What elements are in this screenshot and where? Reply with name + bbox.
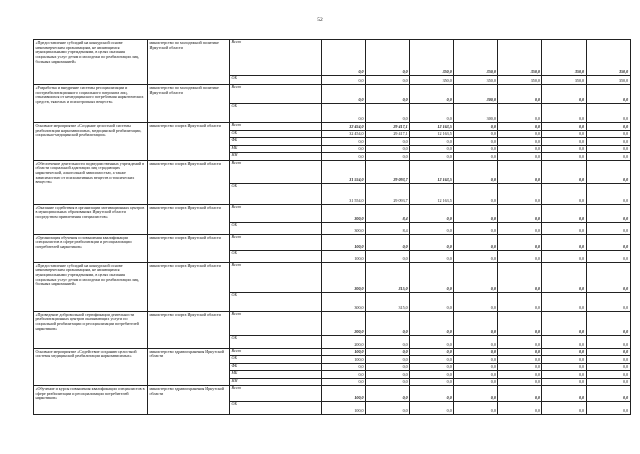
amount-cell: 0,0 — [322, 138, 366, 146]
amount-cell: 0,0 — [454, 356, 498, 364]
amount-cell: 0,0 — [366, 335, 410, 348]
funding-source: Всего — [230, 160, 322, 183]
executor: министерство спорта Иркутской области — [148, 160, 230, 204]
amount-cell: 0,0 — [366, 386, 410, 402]
amount-cell: 0,0 — [454, 145, 498, 153]
amount-cell: 0,0 — [542, 104, 586, 123]
amount-cell: 29 093,7 — [366, 183, 410, 204]
amount-cell: 100,0 — [322, 402, 366, 415]
amount-cell: 100,0 — [322, 234, 366, 250]
amount-cell: 0,0 — [498, 234, 542, 250]
amount-cell: 100,0 — [322, 356, 366, 364]
executor: министерство здравоохранения Иркутской области — [148, 386, 230, 415]
amount-cell: 0,0 — [542, 363, 586, 371]
amount-cell: 0,0 — [586, 335, 630, 348]
amount-cell: 0,0 — [542, 335, 586, 348]
activity-name: «Предоставление субсидий на конкурсной основе некоммерческим организациям, не являющимся муниципальными учреждениями, в целях оказания социальных услуг детям и молодежи по реабилитации лиц, больных наркоманией» — [34, 262, 148, 311]
funding-source: ОБ — [230, 402, 322, 415]
amount-cell: 0,0 — [542, 204, 586, 222]
funding-source: ОБ — [230, 335, 322, 348]
amount-cell: 0,0 — [454, 204, 498, 222]
amount-cell: 350,0 — [410, 40, 454, 76]
amount-cell: 0,0 — [586, 130, 630, 138]
amount-cell: 0,0 — [498, 138, 542, 146]
amount-cell: 0,0 — [586, 378, 630, 386]
amount-cell: 0,0 — [366, 153, 410, 161]
funding-source: ОБ — [230, 130, 322, 138]
amount-cell: 0,0 — [322, 40, 366, 76]
amount-cell: 0,0 — [366, 76, 410, 85]
amount-cell: 0,0 — [454, 371, 498, 379]
amount-cell: 0,0 — [498, 123, 542, 131]
amount-cell: 100,0 — [322, 386, 366, 402]
amount-cell: 0,0 — [322, 153, 366, 161]
amount-cell: 0,0 — [498, 130, 542, 138]
amount-cell: 0,0 — [542, 85, 586, 104]
funding-source: Всего — [230, 262, 322, 292]
amount-cell: 0,0 — [366, 234, 410, 250]
executor: министерство здравоохранения Иркутской области — [148, 348, 230, 386]
amount-cell: 200,0 — [322, 335, 366, 348]
amount-cell: 0,0 — [498, 348, 542, 356]
funding-source: МБ — [230, 371, 322, 379]
amount-cell: 300,0 — [454, 85, 498, 104]
amount-cell: 0,0 — [322, 378, 366, 386]
amount-cell: 29 417,1 — [366, 123, 410, 131]
amount-cell: 0,0 — [542, 130, 586, 138]
amount-cell: 0,0 — [586, 311, 630, 335]
amount-cell: 0,0 — [454, 234, 498, 250]
amount-cell: 0,0 — [586, 85, 630, 104]
table-row — [34, 234, 631, 250]
amount-cell: 8,4 — [366, 204, 410, 222]
funding-source: ОБ — [230, 356, 322, 364]
amount-cell: 29 417,1 — [366, 130, 410, 138]
amount-cell: 0,0 — [454, 363, 498, 371]
funding-source: ОБ — [230, 183, 322, 204]
amount-cell: 0,0 — [366, 348, 410, 356]
table-row — [34, 160, 631, 183]
amount-cell: 0,0 — [586, 145, 630, 153]
amount-cell: 0,0 — [322, 145, 366, 153]
amount-cell: 0,0 — [410, 386, 454, 402]
executor: министерство спорта Иркутской области — [148, 262, 230, 311]
amount-cell: 0,0 — [542, 348, 586, 356]
amount-cell: 315,0 — [366, 292, 410, 311]
amount-cell: 0,0 — [454, 160, 498, 183]
amount-cell: 0,0 — [586, 371, 630, 379]
amount-cell: 0,0 — [410, 335, 454, 348]
amount-cell: 12 163,5 — [410, 130, 454, 138]
amount-cell: 0,0 — [498, 335, 542, 348]
funding-source: Всего — [230, 40, 322, 76]
amount-cell: 350,0 — [498, 40, 542, 76]
funding-source: ОБ — [230, 104, 322, 123]
executor: министерство по молодежной политике Иркутской области — [148, 85, 230, 123]
amount-cell: 0,0 — [366, 363, 410, 371]
amount-cell: 300,0 — [454, 104, 498, 123]
funding-source: ОБ — [230, 292, 322, 311]
amount-cell: 0,0 — [410, 222, 454, 234]
activity-name: Основное мероприятие «Содействие созданию целостной системы медицинской реабилитации наркозависимых» — [34, 348, 148, 386]
amount-cell: 0,0 — [498, 183, 542, 204]
executor: министерство по молодежной политике Иркутской области — [148, 40, 230, 85]
funding-source: Всего — [230, 386, 322, 402]
amount-cell: 0,0 — [454, 262, 498, 292]
amount-cell: 0,0 — [586, 292, 630, 311]
amount-cell: 0,0 — [366, 371, 410, 379]
amount-cell: 12 163,5 — [410, 183, 454, 204]
executor: министерство спорта Иркутской области — [148, 123, 230, 161]
amount-cell: 0,0 — [366, 138, 410, 146]
amount-cell: 0,0 — [410, 250, 454, 262]
amount-cell: 0,0 — [410, 371, 454, 379]
amount-cell: 0,0 — [410, 153, 454, 161]
amount-cell: 0,0 — [542, 356, 586, 364]
amount-cell: 0,0 — [498, 356, 542, 364]
amount-cell: 0,0 — [498, 402, 542, 415]
amount-cell: 100,0 — [322, 348, 366, 356]
amount-cell: 0,0 — [586, 386, 630, 402]
amount-cell: 0,0 — [366, 85, 410, 104]
amount-cell: 0,0 — [498, 311, 542, 335]
amount-cell: 0,0 — [322, 371, 366, 379]
amount-cell: 0,0 — [498, 378, 542, 386]
amount-cell: 350,0 — [498, 76, 542, 85]
table-row — [34, 204, 631, 222]
activity-name: «Предоставление субсидий на конкурсной основе некоммерческим организациям, не являющимся муниципальными учреждениями, в целях оказания социальных услуг детям и молодежи по реабилитации лиц, больных наркоманией» — [34, 40, 148, 85]
amount-cell: 0,0 — [410, 85, 454, 104]
amount-cell: 0,0 — [410, 311, 454, 335]
amount-cell: 0,0 — [586, 363, 630, 371]
funding-source: ФБ — [230, 363, 322, 371]
funding-source: ИИ — [230, 153, 322, 161]
amount-cell: 12 163,5 — [410, 123, 454, 131]
table-row — [34, 386, 631, 402]
amount-cell: 0,0 — [586, 160, 630, 183]
amount-cell: 0,0 — [454, 222, 498, 234]
table-row — [34, 40, 631, 76]
funding-source: Всего — [230, 204, 322, 222]
amount-cell: 0,0 — [454, 402, 498, 415]
amount-cell: 0,0 — [454, 378, 498, 386]
amount-cell: 0,0 — [454, 183, 498, 204]
amount-cell: 0,0 — [410, 234, 454, 250]
funding-source: ИИ — [230, 378, 322, 386]
funding-source: Всего — [230, 85, 322, 104]
amount-cell: 350,0 — [410, 76, 454, 85]
amount-cell: 0,0 — [322, 363, 366, 371]
amount-cell: 0,0 — [454, 153, 498, 161]
amount-cell: 0,0 — [498, 262, 542, 292]
amount-cell: 0,0 — [586, 123, 630, 131]
amount-cell: 0,0 — [498, 85, 542, 104]
amount-cell: 0,0 — [542, 123, 586, 131]
funding-source: МБ — [230, 145, 322, 153]
amount-cell: 0,0 — [454, 292, 498, 311]
amount-cell: 0,0 — [498, 292, 542, 311]
amount-cell: 350,0 — [454, 76, 498, 85]
amount-cell: 0,0 — [454, 348, 498, 356]
amount-cell: 29 093,7 — [366, 160, 410, 183]
amount-cell: 32 454,0 — [322, 123, 366, 131]
amount-cell: 0,0 — [366, 145, 410, 153]
amount-cell: 0,0 — [410, 363, 454, 371]
amount-cell: 0,0 — [410, 356, 454, 364]
amount-cell: 0,0 — [498, 160, 542, 183]
amount-cell: 0,0 — [498, 363, 542, 371]
amount-cell: 300,0 — [322, 204, 366, 222]
amount-cell: 0,0 — [410, 348, 454, 356]
amount-cell: 315,0 — [366, 262, 410, 292]
funding-source: ОБ — [230, 76, 322, 85]
amount-cell: 350,0 — [542, 40, 586, 76]
amount-cell: 0,0 — [542, 402, 586, 415]
activity-name: «Организация обучения и повышения квалификации специалистов в сфере реабилитации и ресоциализации потребителей наркотиков» — [34, 234, 148, 262]
amount-cell: 0,0 — [542, 183, 586, 204]
amount-cell: 0,0 — [410, 138, 454, 146]
amount-cell: 0,0 — [586, 234, 630, 250]
amount-cell: 0,0 — [322, 85, 366, 104]
amount-cell: 0,0 — [586, 104, 630, 123]
amount-cell: 0,0 — [542, 250, 586, 262]
amount-cell: 0,0 — [586, 348, 630, 356]
amount-cell: 100,0 — [322, 250, 366, 262]
amount-cell: 0,0 — [498, 386, 542, 402]
amount-cell: 0,0 — [410, 402, 454, 415]
amount-cell: 0,0 — [498, 145, 542, 153]
amount-cell: 350,0 — [542, 76, 586, 85]
executor: министерство спорта Иркутской области — [148, 311, 230, 348]
amount-cell: 0,0 — [586, 250, 630, 262]
amount-cell: 0,0 — [454, 130, 498, 138]
amount-cell: 0,0 — [410, 378, 454, 386]
amount-cell: 0,0 — [366, 356, 410, 364]
funding-source: ФБ — [230, 138, 322, 146]
amount-cell: 0,0 — [454, 250, 498, 262]
amount-cell: 0,0 — [542, 378, 586, 386]
funding-source: ОБ — [230, 250, 322, 262]
amount-cell: 31 554,0 — [322, 160, 366, 183]
amount-cell: 0,0 — [498, 250, 542, 262]
table-row — [34, 348, 631, 356]
amount-cell: 0,0 — [542, 138, 586, 146]
amount-cell: 0,0 — [586, 222, 630, 234]
amount-cell: 0,0 — [498, 371, 542, 379]
funding-source: Всего — [230, 234, 322, 250]
amount-cell: 0,0 — [454, 335, 498, 348]
amount-cell: 0,0 — [542, 160, 586, 183]
amount-cell: 0,0 — [542, 234, 586, 250]
activity-name: «Обеспечение деятельности подведомственных учреждений в области социальной адаптации лиц страдающих наркотической, алкогольной зависимостью, а также зависимостью от психоактивных веществ и токсических веществ» — [34, 160, 148, 204]
amount-cell: 0,0 — [454, 123, 498, 131]
amount-cell: 0,0 — [322, 104, 366, 123]
amount-cell: 0,0 — [410, 104, 454, 123]
activity-name: «Обучение и курсы повышения квалификации специалистов в сфере реабилитации и ресоциализации потребителей наркотиков» — [34, 386, 148, 415]
amount-cell: 0,0 — [542, 386, 586, 402]
amount-cell: 300,0 — [322, 262, 366, 292]
funding-source: Всего — [230, 311, 322, 335]
amount-cell: 0,0 — [322, 76, 366, 85]
amount-cell: 0,0 — [542, 371, 586, 379]
table-row — [34, 85, 631, 104]
budget-table — [33, 39, 631, 415]
amount-cell: 0,0 — [586, 262, 630, 292]
amount-cell: 0,0 — [542, 145, 586, 153]
amount-cell: 0,0 — [542, 262, 586, 292]
amount-cell: 0,0 — [586, 402, 630, 415]
amount-cell: 0,0 — [366, 402, 410, 415]
amount-cell: 0,0 — [498, 153, 542, 161]
amount-cell: 0,0 — [498, 222, 542, 234]
amount-cell: 0,0 — [586, 153, 630, 161]
amount-cell: 200,0 — [322, 311, 366, 335]
amount-cell: 12 163,5 — [410, 160, 454, 183]
amount-cell: 0,0 — [586, 138, 630, 146]
amount-cell: 0,0 — [542, 222, 586, 234]
executor: министерство спорта Иркутской области — [148, 234, 230, 262]
amount-cell: 300,0 — [322, 222, 366, 234]
amount-cell: 0,0 — [410, 204, 454, 222]
page-number: 52 — [317, 17, 323, 23]
activity-name: «Проведение добровольной сертификации деятельности реабилитационных центров оказывающих услуги по социальной реабилитации и ресоциализации потребителей наркотиков» — [34, 311, 148, 348]
amount-cell: 350,0 — [586, 40, 630, 76]
amount-cell: 0,0 — [410, 145, 454, 153]
activity-name: «Разработка и внедрение системы ресоциализации и постреабилитационного социального патроната лиц, отказавшихся от немедицинского потребления наркотических средств, тяжелых и психотропных веществ» — [34, 85, 148, 123]
table-row — [34, 311, 631, 335]
activity-name: «Оказание содействия в организации мотивационных центров в муниципальных образованиях Иркутской области посредством привлечения специалистов» — [34, 204, 148, 234]
executor: министерство спорта Иркутской области — [148, 204, 230, 234]
amount-cell: 31 554,0 — [322, 183, 366, 204]
amount-cell: 350,0 — [586, 76, 630, 85]
amount-cell: 0,0 — [586, 183, 630, 204]
amount-cell: 0,0 — [366, 40, 410, 76]
amount-cell: 8,4 — [366, 222, 410, 234]
amount-cell: 350,0 — [454, 40, 498, 76]
amount-cell: 0,0 — [366, 104, 410, 123]
amount-cell: 0,0 — [454, 386, 498, 402]
table-row — [34, 123, 631, 131]
funding-source: ОБ — [230, 222, 322, 234]
amount-cell: 0,0 — [542, 311, 586, 335]
amount-cell: 32 454,0 — [322, 130, 366, 138]
amount-cell: 300,0 — [322, 292, 366, 311]
funding-source: Всего — [230, 123, 322, 131]
funding-source: Всего — [230, 348, 322, 356]
amount-cell: 0,0 — [366, 378, 410, 386]
amount-cell: 0,0 — [454, 138, 498, 146]
amount-cell: 0,0 — [410, 262, 454, 292]
amount-cell: 0,0 — [410, 292, 454, 311]
amount-cell: 0,0 — [498, 204, 542, 222]
activity-name: Основное мероприятие «Создание целостной системы реабилитации наркозависимых, медицинской реабилитации, социально-медицинской реабилитации» — [34, 123, 148, 161]
amount-cell: 0,0 — [366, 250, 410, 262]
amount-cell: 0,0 — [498, 104, 542, 123]
amount-cell: 0,0 — [586, 356, 630, 364]
amount-cell: 0,0 — [542, 292, 586, 311]
amount-cell: 0,0 — [454, 311, 498, 335]
table-row — [34, 262, 631, 292]
amount-cell: 0,0 — [586, 204, 630, 222]
amount-cell: 0,0 — [366, 311, 410, 335]
amount-cell: 0,0 — [542, 153, 586, 161]
